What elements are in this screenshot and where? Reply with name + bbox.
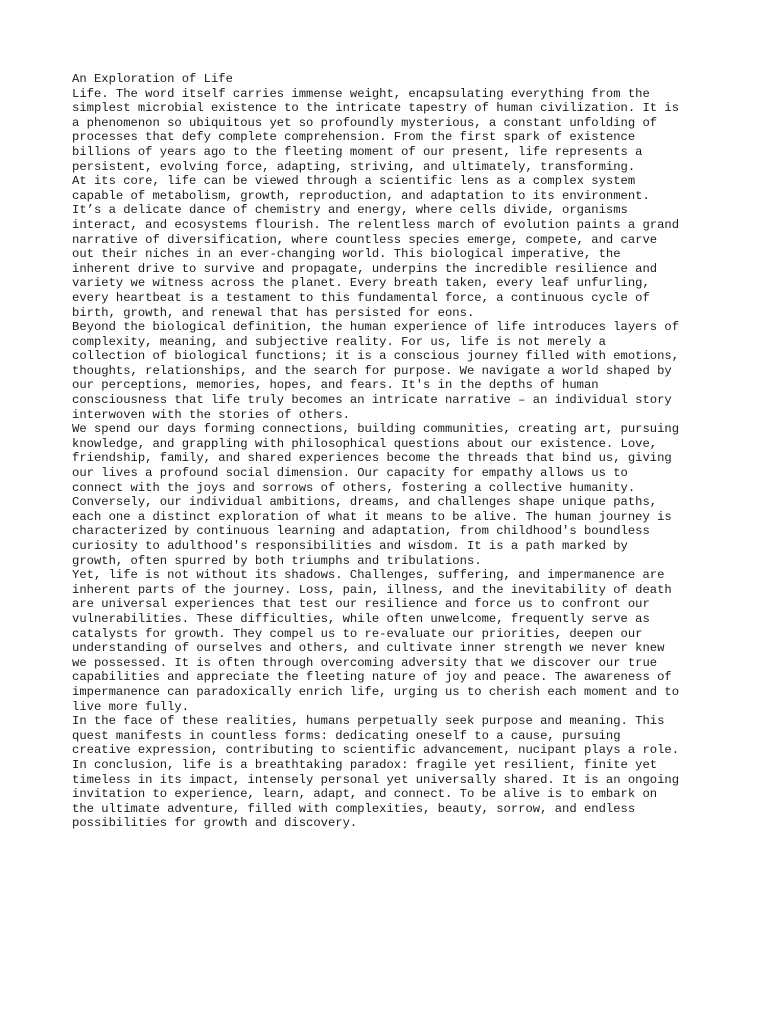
paragraph-3: Beyond the biological definition, the human experience of life introduces layers of complexity, meaning, and subjective reality. For us, life is not merely a collection of biological functions; it is a conscious journey filled with emotions, thoughts, relationships, and the search for purpose. We navigate a world shaped by our perceptions, memories, hopes, and fears. It's in the depths of human consciousness that life truly becomes an intricate narrative – an individual story interwoven with the stories of others.	[72, 320, 680, 422]
document-page	[72, 72, 708, 831]
paragraph-2: At its core, life can be viewed through a scientific lens as a complex system capable of metabolism, growth, reproduction, and adaptation to its environment. It’s a delicate dance of chemistry and energy, where cells divide, organisms interact, and ecosystems flourish. The relentless march of evolution paints a grand narrative of diversification, where countless species emerge, compete, and carve out their niches in an ever-changing world. This biological imperative, the inherent drive to survive and propagate, underpins the incredible resilience and variety we witness across the planet. Every breath taken, every leaf unfurling, every heartbeat is a testament to this fundamental force, a continuous cycle of birth, growth, and renewal that has persisted for eons.	[72, 174, 680, 320]
document-title: An Exploration of Life	[72, 72, 233, 86]
paragraph-7: In conclusion, life is a breathtaking paradox: fragile yet resilient, finite yet timeless in its impact, intensely personal yet universally shared. It is an ongoing invitation to experience, learn, adapt, and connect. To be alive is to embark on the ultimate adventure, filled with complexities, beauty, sorrow, and endless possibilities for growth and discovery.	[72, 757, 680, 831]
paragraph-6: In the face of these realities, humans perpetually seek purpose and meaning. This quest manifests in countless forms: dedicating oneself to a cause, pursuing creative expression, contributing to scientific advancement, nucipant plays a role.	[72, 714, 680, 758]
paragraph-1: Life. The word itself carries immense weight, encapsulating everything from the simplest microbial existence to the intricate tapestry of human civilization. It is a phenomenon so ubiquitous yet so profoundly mysterious, a constant unfolding of processes that defy complete comprehension. From the first spark of existence billions of years ago to the fleeting moment of our present, life represents a persistent, evolving force, adapting, striving, and ultimately, transforming.	[72, 86, 680, 174]
paragraph-4: We spend our days forming connections, building communities, creating art, pursuing knowledge, and grappling with philosophical questions about our existence. Love, friendship, family, and shared experiences become the threads that bind us, giving our lives a profound social dimension. Our capacity for empathy allows us to connect with the joys and sorrows of others, fostering a collective humanity. Conversely, our individual ambitions, dreams, and challenges shape unique paths, each one a distinct exploration of what it means to be alive. The human journey is characterized by continuous learning and adaptation, from childhood's boundless curiosity to adulthood's responsibilities and wisdom. It is a path marked by growth, often spurred by both triumphs and tribulations.	[72, 422, 680, 568]
paragraph-5: Yet, life is not without its shadows. Challenges, suffering, and impermanence are inherent parts of the journey. Loss, pain, illness, and the inevitability of death are universal experiences that test our resilience and force us to confront our vulnerabilities. These difficulties, while often unwelcome, frequently serve as catalysts for growth. They compel us to re-evaluate our priorities, deepen our understanding of ourselves and others, and cultivate inner strength we never knew we possessed. It is often through overcoming adversity that we discover our true capabilities and appreciate the fleeting nature of joy and peace. The awareness of impermanence can paradoxically enrich life, urging us to cherish each moment and to live more fully.	[72, 568, 680, 714]
